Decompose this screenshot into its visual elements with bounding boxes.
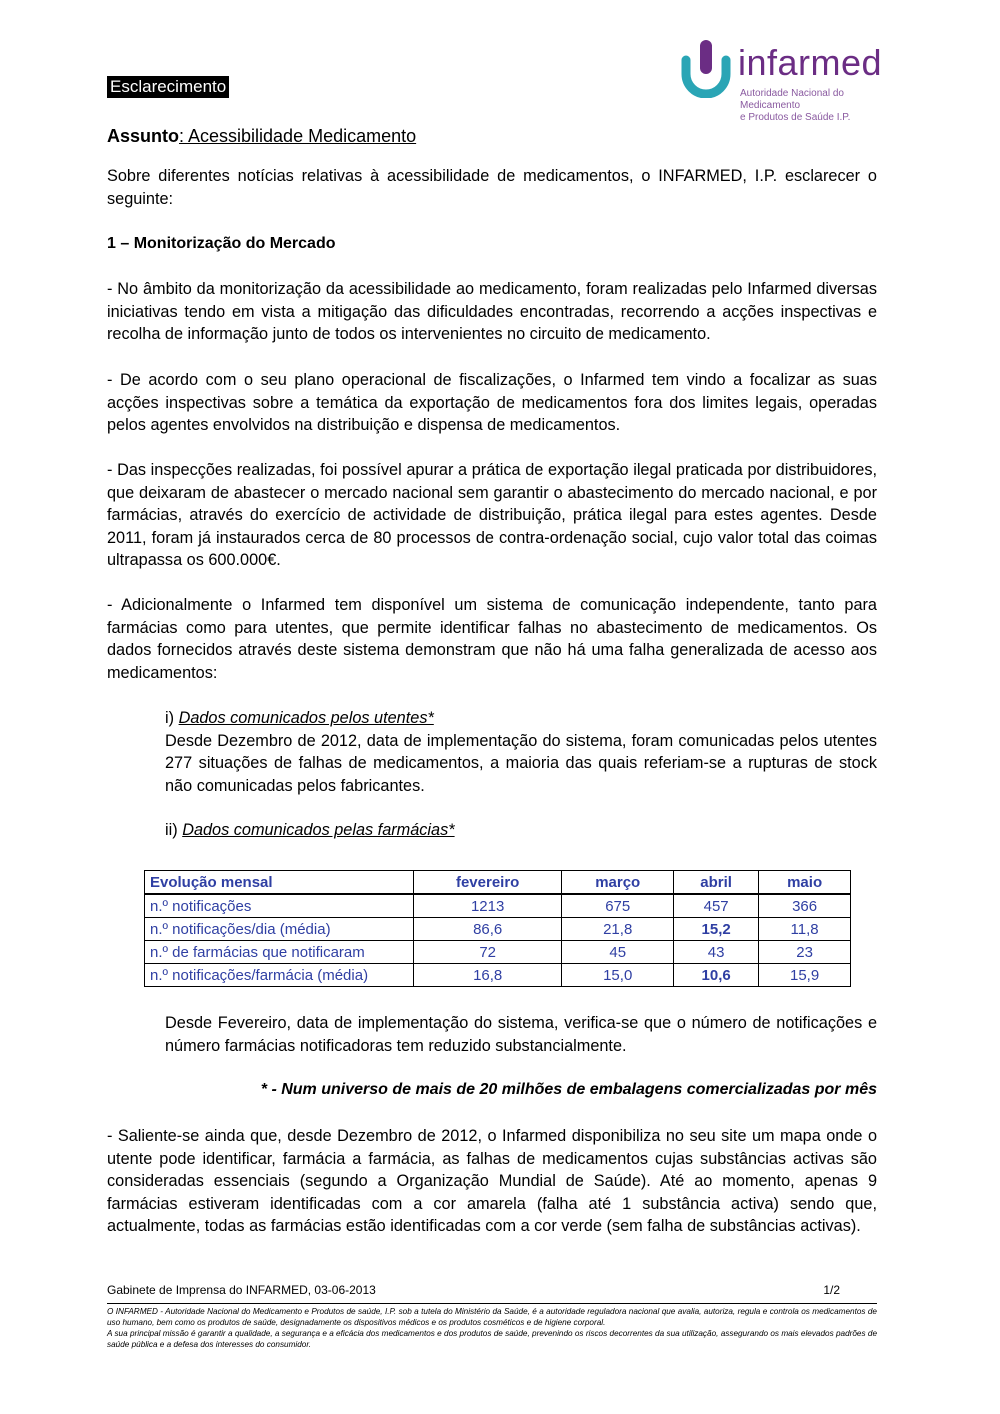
table-cell: 23	[759, 941, 851, 964]
paragraph-3: - Das inspecções realizadas, foi possível apurar a prática de exportação ilegal praticada por distribuidores, que deixaram de abastecer o mercado nacional sem garantir o abastecimento do mercado nacional, e por farmácias, através do exercício de actividade de distribuição, prática ilegal para estes agentes. Desde 2011, foram já instaurados cerca de 80 processos de contra-ordenação social, cujo valor total das coimas ultrapassa os 600.000€.	[107, 461, 877, 569]
table-row	[145, 918, 851, 941]
table-cell: 15,9	[759, 964, 851, 987]
table-cell: 43	[674, 941, 759, 964]
table-header-cell: fevereiro	[414, 871, 562, 895]
subject-label: Assunto	[107, 126, 179, 146]
pharmacy-notifications-table	[144, 870, 851, 987]
table-cell: n.º notificações	[145, 894, 414, 918]
table-cell-highlight: 10,6	[674, 964, 759, 987]
table-row	[145, 894, 851, 918]
table-cell: 15,0	[562, 964, 674, 987]
table-cell: 86,6	[414, 918, 562, 941]
table-cell: 45	[562, 941, 674, 964]
item-ii-title: Dados comunicados pelas farmácias*	[182, 821, 455, 839]
item-ii-heading	[165, 819, 877, 842]
table-cell: 11,8	[759, 918, 851, 941]
table-row	[145, 964, 851, 987]
logo-subtitle	[740, 88, 900, 124]
table-header-cell: Evolução mensal	[145, 871, 414, 895]
table-cell: 1213	[414, 894, 562, 918]
footer-source: Gabinete de Imprensa do INFARMED, 03-06-2013	[107, 1283, 376, 1297]
table-cell: n.º notificações/dia (média)	[145, 918, 414, 941]
footer-legal-2: A sua principal missão é garantir a qualidade, a segurança e a eficácia dos medicamentos e dos produtos de saúde, prevenindo os riscos decorrentes da sua utilização, assegurando os mais elevados padrões de saúde pública e a defesa dos interesses do consumidor.	[107, 1329, 877, 1349]
document-type-tag: Esclarecimento	[107, 76, 229, 98]
item-i-heading	[165, 707, 877, 730]
table-header-cell: abril	[674, 871, 759, 895]
table-cell: 457	[674, 894, 759, 918]
table-cell: 675	[562, 894, 674, 918]
item-ii-prefix: ii)	[165, 821, 183, 839]
footer	[107, 1283, 877, 1297]
table-header-row	[145, 871, 851, 895]
footer-legal	[107, 1306, 877, 1350]
item-i	[165, 707, 877, 797]
table-cell: 72	[414, 941, 562, 964]
table-cell: n.º de farmácias que notificaram	[145, 941, 414, 964]
section-heading: 1 – Monitorização do Mercado	[107, 235, 336, 252]
footer-legal-1: O INFARMED - Autoridade Nacional do Medicamento e Produtos de saúde, I.P. sob a tutela do Ministério da Saúde, é a autoridade reguladora nacional que avalia, autoriza, regula e controla os medicamentos de uso humano, bem como os produtos de saúde, designadamente os dispositivos médicos e os produtos cosméticos e de higiene corporal.	[107, 1307, 877, 1327]
table-cell-highlight: 15,2	[674, 918, 759, 941]
table-cell: 366	[759, 894, 851, 918]
table-cell: 16,8	[414, 964, 562, 987]
table-header-cell: maio	[759, 871, 851, 895]
paragraph-4: - Adicionalmente o Infarmed tem disponível um sistema de comunicação independente, tanto para farmácias como para utentes, que permite identificar falhas no abastecimento de medicamentos. Os dados fornecidos através deste sistema demonstram que não há uma falha generalizada de acesso aos medicamentos:	[107, 596, 877, 682]
item-i-prefix: i)	[165, 709, 179, 727]
after-table-paragraph: Desde Fevereiro, data de implementação do sistema, verifica-se que o número de notificações e número farmácias notificadoras tem reduzido substancialmente.	[165, 1014, 877, 1055]
intro-paragraph: Sobre diferentes notícias relativas à acessibilidade de medicamentos, o INFARMED, I.P. esclarecer o seguinte:	[107, 167, 877, 208]
table-header-cell: março	[562, 871, 674, 895]
item-i-text: Desde Dezembro de 2012, data de implementação do sistema, foram comunicadas pelos utentes 277 situações de falhas de medicamentos, a maioria das quais referiam-se a rupturas de stock não comunicadas pelos fabricantes.	[165, 731, 877, 795]
infarmed-logo	[680, 38, 900, 123]
table-cell: 21,8	[562, 918, 674, 941]
footnote: * - Num universo de mais de 20 milhões de embalagens comercializadas por mês	[260, 1081, 877, 1098]
subject-text: : Acessibilidade Medicamento	[179, 126, 417, 146]
logo-wordmark: infarmed	[738, 42, 883, 83]
paragraph-1: - No âmbito da monitorização da acessibilidade ao medicamento, foram realizadas pelo Infarmed diversas iniciativas tendo em vista a mitigação das dificuldades encontradas, recorrendo a acções inspectivas e recolha de informação junto de todos os intervenientes no circuito de medicamento.	[107, 280, 877, 343]
page-number: 1/2	[823, 1283, 840, 1297]
logo-mark-icon	[680, 40, 732, 98]
footer-divider	[107, 1303, 877, 1304]
table-row	[145, 941, 851, 964]
table-cell: n.º notificações/farmácia (média)	[145, 964, 414, 987]
paragraph-5: - Saliente-se ainda que, desde Dezembro de 2012, o Infarmed disponibiliza no seu site um mapa onde o utente pode identificar, farmácia a farmácia, as falhas de medicamentos cujas substâncias activas são consideradas essenciais (segundo a Organização Mundial de Saúde). Até ao momento, apenas 9 farmácias estiveram identificadas com a cor amarela (falha até 1 substância activa) sendo que, actualmente, todas as farmácias estão identificadas com a cor verde (sem falha de substâncias activas).	[107, 1127, 877, 1235]
item-i-title: Dados comunicados pelos utentes*	[178, 709, 434, 727]
logo-subtitle-line2: e Produtos de Saúde I.P.	[740, 112, 851, 123]
subject-line	[107, 126, 416, 147]
paragraph-2: - De acordo com o seu plano operacional de fiscalizações, o Infarmed tem vindo a focalizar as suas acções inspectivas sobre a temática da exportação de medicamentos fora dos limites legais, operadas pelos agentes envolvidos na distribuição e dispensa de medicamentos.	[107, 371, 877, 434]
logo-subtitle-line1: Autoridade Nacional do Medicamento	[740, 88, 844, 111]
